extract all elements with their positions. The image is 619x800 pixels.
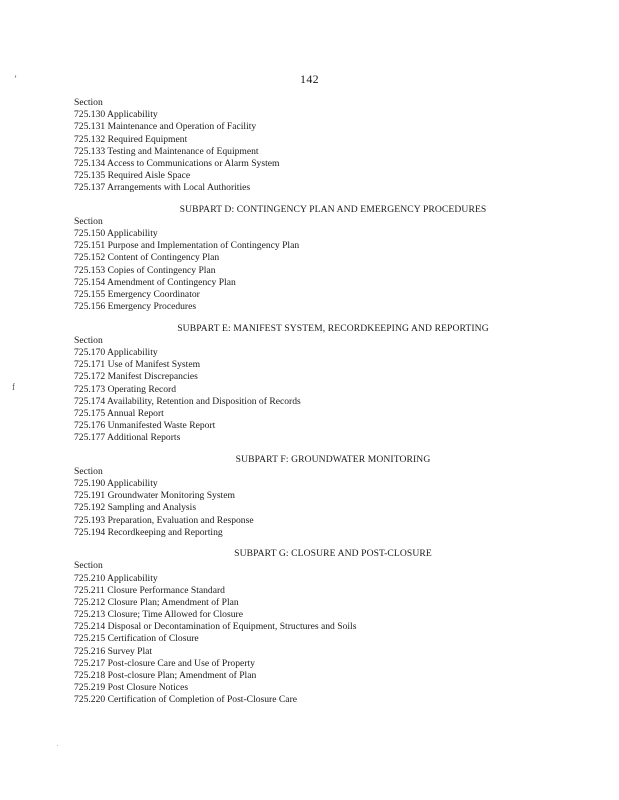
list-item: 725.177 Additional Reports [74,432,181,444]
list-item: 725.172 Manifest Discrepancies [74,371,198,383]
list-item: 725.193 Preparation, Evaluation and Response [74,514,254,526]
list-item: 725.214 Disposal or Decontamination of Equipment, Structures and Soils [74,621,357,633]
section-label: Section [74,97,103,108]
list-item: 725.154 Amendment of Contingency Plan [74,276,236,288]
subpart-heading: SUBPART F: GROUNDWATER MONITORING [235,453,431,465]
list-item: 725.210 Applicability [74,572,158,584]
list-item: 725.134 Access to Communications or Alarm System [74,157,280,169]
page-number: 142 [300,72,319,86]
list-item: 725.213 Closure; Time Allowed for Closure [74,609,243,621]
list-item: 725.150 Applicability [74,228,158,240]
list-item: 725.211 Closure Performance Standard [74,584,225,596]
section-label: Section [74,560,103,572]
list-item: 725.192 Sampling and Analysis [74,502,197,514]
subpart-c-section-list [74,97,554,195]
list-item: 725.133 Testing and Maintenance of Equipment [74,145,259,157]
list-item: 725.171 Use of Manifest System [74,359,201,371]
margin-mark-middle: f [12,382,15,392]
margin-mark-top: ’ [14,74,17,84]
list-item: 725.153 Copies of Contingency Plan [74,264,216,276]
table-of-contents [74,97,554,707]
section-label: Section [74,465,103,477]
list-item: 725.152 Content of Contingency Plan [74,252,220,264]
list-item: 725.174 Availability, Retention and Disposition of Records [74,395,301,407]
section-label: Section [74,215,103,227]
list-item: 725.130 Applicability [74,109,158,121]
subpart-d [74,204,554,314]
list-item: 725.191 Groundwater Monitoring System [74,490,235,502]
list-item: 725.155 Emergency Coordinator [74,289,200,300]
list-item: 725.212 Closure Plan; Amendment of Plan [74,596,239,608]
list-item: 725.217 Post-closure Care and Use of Property [74,657,255,669]
subpart-g [74,548,554,706]
list-item: 725.156 Emergency Procedures [74,301,197,313]
list-item: 725.151 Purpose and Implementation of Contingency Plan [74,240,300,252]
list-item: 725.135 Required Aisle Space [74,170,191,182]
list-item: 725.190 Applicability [74,478,158,489]
list-item: 725.132 Required Equipment [74,133,188,145]
section-label: Section [74,334,103,346]
list-item: 725.170 Applicability [74,346,158,358]
margin-mark-bottom: . [57,742,59,748]
subpart-heading: SUBPART G: CLOSURE AND POST-CLOSURE [234,548,432,560]
list-item: 725.137 Arrangements with Local Authorities [74,182,251,194]
list-item: 725.175 Annual Report [74,407,164,419]
list-item: 725.194 Recordkeeping and Reporting [74,526,223,538]
list-item: 725.215 Certification of Closure [74,633,199,645]
list-item: 725.220 Certification of Completion of Post-Closure Care [74,694,298,706]
subpart-heading: SUBPART D: CONTINGENCY PLAN AND EMERGENCY PROCEDURES [179,203,487,215]
list-item: 725.219 Post Closure Notices [74,682,189,694]
subpart-f [74,454,554,539]
list-item: 725.176 Unmanifested Waste Report [74,420,216,432]
list-item: 725.131 Maintenance and Operation of Facility [74,121,257,133]
list-item: 725.216 Survey Plat [74,645,153,657]
list-item: 725.218 Post-closure Plan; Amendment of Plan [74,670,257,681]
subpart-heading: SUBPART E: MANIFEST SYSTEM, RECORDKEEPING AND REPORTING [177,322,489,334]
list-item: 725.173 Operating Record [74,383,177,395]
subpart-e [74,323,554,445]
